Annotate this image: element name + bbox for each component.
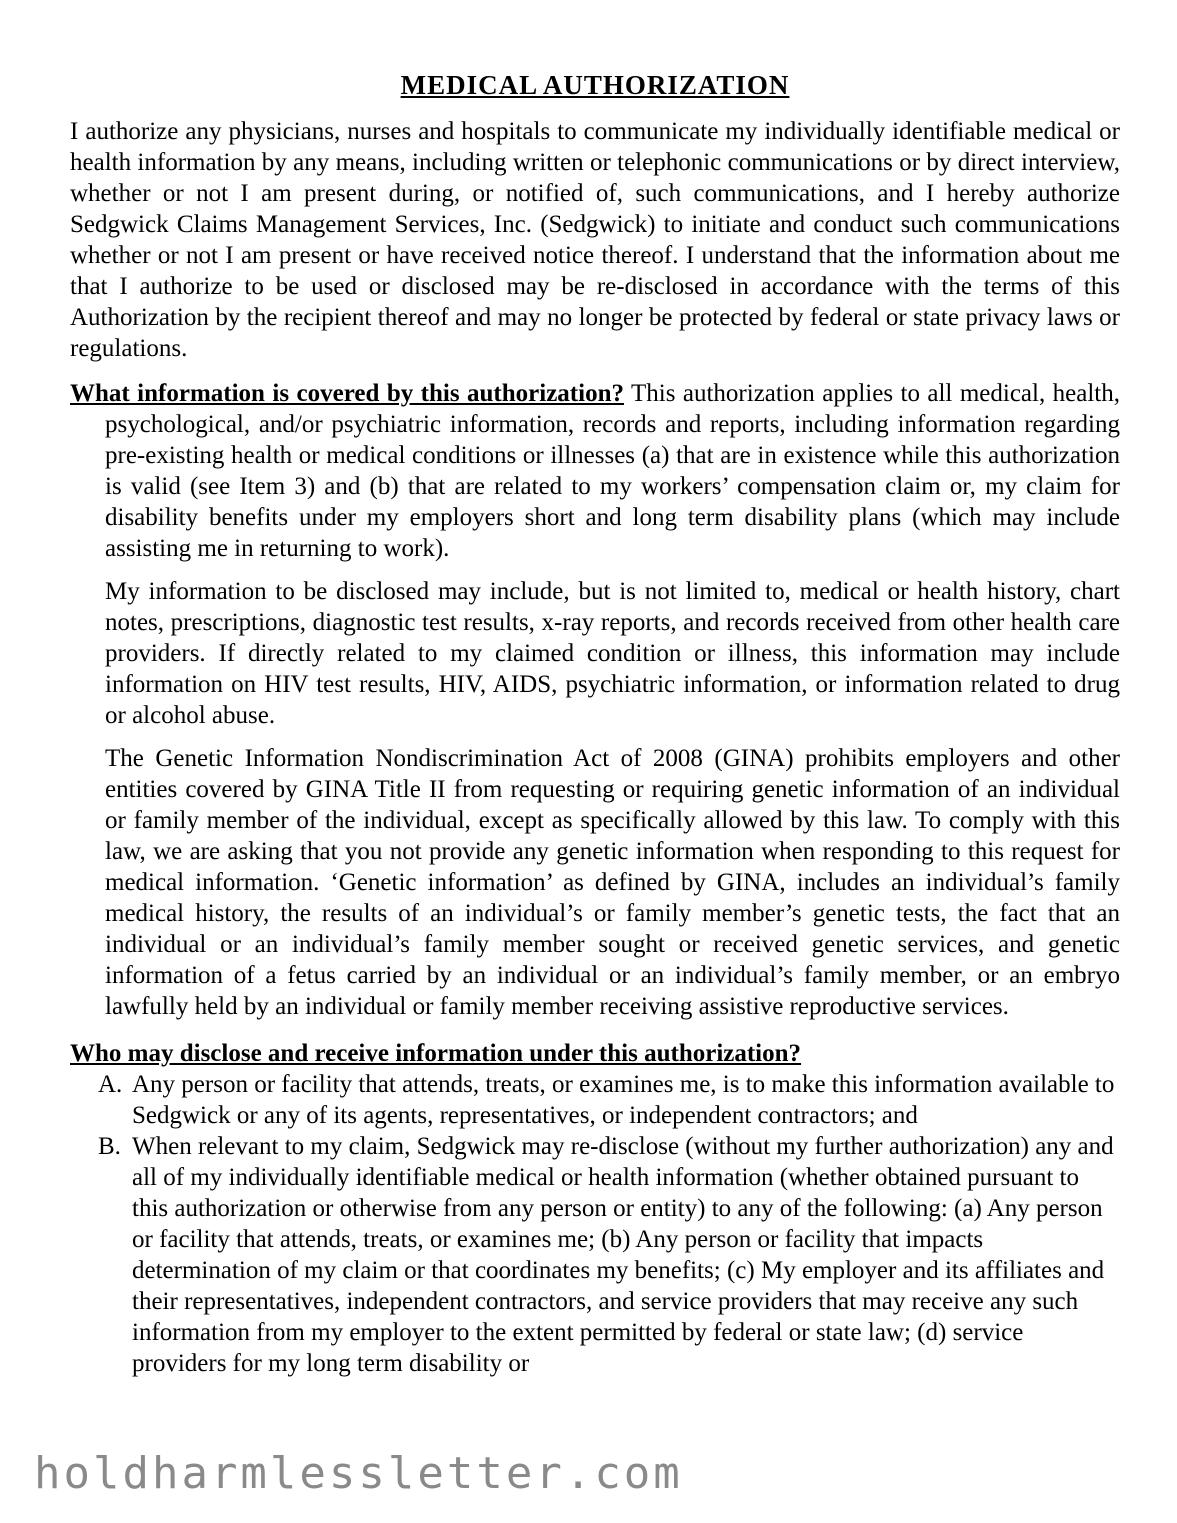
section2-list bbox=[70, 1069, 1120, 1379]
section1-text: This authorization applies to all medical, health, psychological, and/or psychiatric information, records and reports, including information regarding pre-existing health or medical conditions or illnesses (a) that are in existence while this authorization is valid (see Item 3) and (b) that are related to my workers’ compensation claim or, my claim for disability benefits under my employers short and long term disability plans (which may include assisting me in returning to work). bbox=[105, 380, 1120, 562]
section1-heading: What information is covered by this authorization? bbox=[70, 380, 624, 407]
section2-heading: Who may disclose and receive information under this authorization? bbox=[70, 1040, 802, 1067]
section1-paragraph bbox=[70, 378, 1120, 564]
section-who-may-disclose bbox=[70, 1038, 1120, 1379]
watermark: holdharmlessletter.com bbox=[34, 1448, 683, 1499]
list-item bbox=[70, 1069, 1120, 1131]
list-item-marker: A. bbox=[98, 1071, 123, 1098]
document-title: MEDICAL AUTHORIZATION bbox=[400, 70, 790, 100]
list-item-text: Any person or facility that attends, treats, or examines me, is to make this information available to Sedgwick or any of its agents, representatives, or independent contractors; and bbox=[132, 1071, 1115, 1129]
list-item-marker: B. bbox=[98, 1133, 121, 1160]
section1-paragraph-3: The Genetic Information Nondiscrimination Act of 2008 (GINA) prohibits employers and other entities covered by GINA Title II from requesting or requiring genetic information of an individual or family member of the individual, except as specifically allowed by this law. To comply with this law, we are asking that you not provide any genetic information when responding to this request for medical information. ‘Genetic information’ as defined by GINA, includes an individual’s family medical history, the results of an individual’s or family member’s genetic tests, the fact that an individual or an individual’s family member sought or received genetic services, and genetic information of a fetus carried by an individual or an individual’s family member, or an embryo lawfully held by an individual or family member receiving assistive reproductive services. bbox=[105, 745, 1120, 1020]
list-item-text: When relevant to my claim, Sedgwick may re-disclose (without my further authorization) any and all of my individually identifiable medical or health information (whether obtained pursuant to this authorization or otherwise from any person or entity) to any of the following: (a) Any person or facility that attends, treats, or examines me; (b) Any person or facility that impacts determination of my claim or that coordinates my benefits; (c) My employer and its affiliates and their representatives, independent contractors, and service providers that may receive any such information from my employer to the extent permitted by federal or state law; (d) service providers for my long term disability or bbox=[132, 1133, 1114, 1377]
document-page bbox=[70, 68, 1120, 1379]
section1-paragraph-2: My information to be disclosed may include, but is not limited to, medical or health history, chart notes, prescriptions, diagnostic test results, x-ray reports, and records received from other health care providers. If directly related to my claimed condition or illness, this information may include information on HIV test results, HIV, AIDS, psychiatric information, or information related to drug or alcohol abuse. bbox=[105, 578, 1120, 729]
intro-paragraph: I authorize any physicians, nurses and hospitals to communicate my individually identifiable medical or health information by any means, including written or telephonic communications or by direct interview, whether or not I am present during, or notified of, such communications, and I hereby authorize Sedgwick Claims Management Services, Inc. (Sedgwick) to initiate and conduct such communications whether or not I am present or have received notice thereof. I understand that the information about me that I authorize to be used or disclosed may be re-disclosed in accordance with the terms of this Authorization by the recipient thereof and may no longer be protected by federal or state privacy laws or regulations. bbox=[70, 118, 1120, 362]
section-information-covered bbox=[70, 378, 1120, 1022]
list-item bbox=[70, 1131, 1120, 1379]
